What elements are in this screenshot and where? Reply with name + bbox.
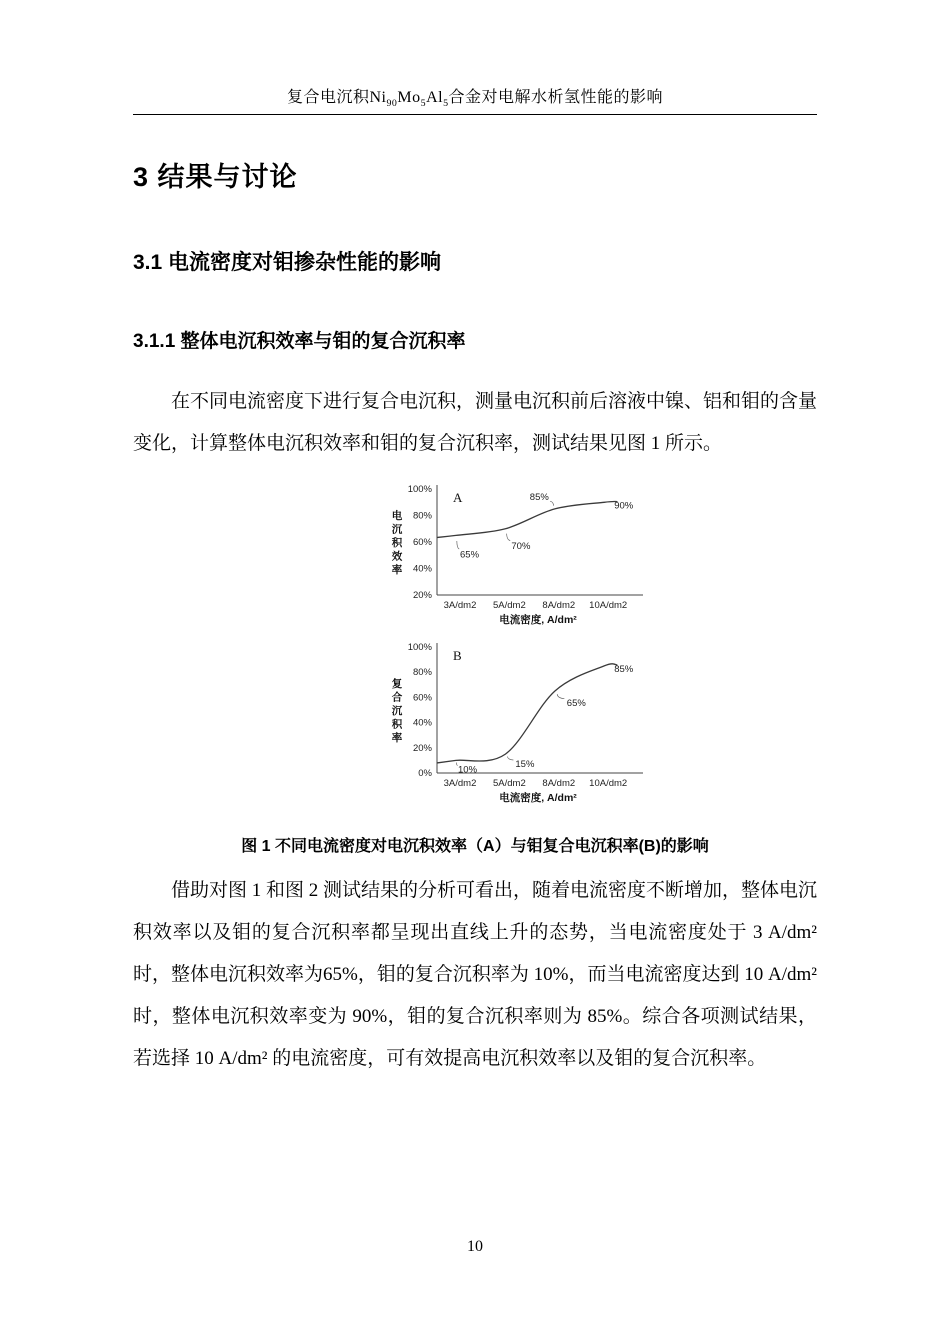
figure-charts xyxy=(375,479,675,809)
svg-text:沉: 沉 xyxy=(391,705,403,718)
svg-text:率: 率 xyxy=(391,732,403,745)
svg-text:100%: 100% xyxy=(407,642,432,654)
subsection-heading: 3.1 电流密度对钼掺杂性能的影响 xyxy=(133,251,442,275)
svg-text:70%: 70% xyxy=(511,540,531,552)
svg-text:3A/dm2: 3A/dm2 xyxy=(443,778,477,790)
running-header-title: 复合电沉积$Ni_{90}Mo_5Al_5$合金对电解水析氢性能的影响 xyxy=(286,89,664,110)
svg-text:积: 积 xyxy=(391,537,403,550)
page-content xyxy=(0,155,950,1080)
svg-text:80%: 80% xyxy=(412,510,432,522)
svg-text:8A/dm2: 8A/dm2 xyxy=(542,600,576,612)
svg-text:60%: 60% xyxy=(412,692,432,704)
figure-chart-B xyxy=(375,637,675,809)
svg-text:率: 率 xyxy=(391,564,403,577)
figure-caption: 图 1 不同电流密度对电沉积效率（A）与钼复合电沉积率(B)的影响 xyxy=(241,838,709,856)
svg-text:10A/dm2: 10A/dm2 xyxy=(589,600,628,612)
page-number: 10 xyxy=(467,1238,483,1255)
svg-text:20%: 20% xyxy=(412,590,432,602)
svg-text:85%: 85% xyxy=(614,664,634,676)
svg-text:8A/dm2: 8A/dm2 xyxy=(542,778,576,790)
svg-text:3A/dm2: 3A/dm2 xyxy=(443,600,477,612)
svg-text:15%: 15% xyxy=(515,759,535,771)
subsubsection-heading: 3.1.1 整体电沉积效率与钼的复合沉积率 xyxy=(133,331,466,353)
section-heading: 3 结果与讨论 xyxy=(133,162,298,193)
svg-text:10%: 10% xyxy=(458,764,478,776)
svg-text:40%: 40% xyxy=(412,717,432,729)
svg-text:65%: 65% xyxy=(566,698,586,710)
svg-text:100%: 100% xyxy=(407,484,432,496)
svg-text:5A/dm2: 5A/dm2 xyxy=(493,600,526,612)
svg-text:B: B xyxy=(453,648,462,664)
paragraph-discussion: 借助对图 1 和图 2 测试结果的分析可看出，随着电流密度不断增加，整体电沉积效率以及钼的复合沉积率都呈现出直线上升的态势，当电流密度处于 3 A/dm² 时，整体电沉积效率为65%，钼的复合沉积率为 10%，而当电流密度达到 10 A/dm² 时，整体电沉积效率变为 90%，钼的复合沉积率则为 85%。综合各项测试结果，若选择 10 A/dm² 的电流密度，可有效提高电沉积效率以及钼的复合沉积率。 xyxy=(133,880,818,1070)
svg-text:65%: 65% xyxy=(460,549,480,561)
svg-text:A: A xyxy=(453,490,463,506)
svg-text:电流密度, A/dm²: 电流密度, A/dm² xyxy=(499,614,577,627)
svg-text:电: 电 xyxy=(391,510,403,523)
svg-text:85%: 85% xyxy=(529,492,549,504)
svg-text:60%: 60% xyxy=(412,537,432,549)
svg-text:合: 合 xyxy=(391,691,403,704)
paragraph-intro: 在不同电流密度下进行复合电沉积，测量电沉积前后溶液中镍、铝和钼的含量变化，计算整体电沉积效率和钼的复合沉积率，测试结果见图 1 所示。 xyxy=(133,391,818,455)
svg-text:5A/dm2: 5A/dm2 xyxy=(493,778,526,790)
svg-text:复: 复 xyxy=(391,678,403,691)
svg-text:80%: 80% xyxy=(412,667,432,679)
svg-text:电流密度, A/dm²: 电流密度, A/dm² xyxy=(499,792,577,805)
figure-1 xyxy=(133,479,817,856)
page-header xyxy=(133,0,817,109)
figure-chart-A xyxy=(375,479,675,631)
svg-text:90%: 90% xyxy=(614,500,634,512)
svg-text:效: 效 xyxy=(391,550,403,563)
svg-text:20%: 20% xyxy=(412,742,432,754)
svg-text:10A/dm2: 10A/dm2 xyxy=(589,778,628,790)
header-rule xyxy=(133,114,817,115)
page-footer xyxy=(0,1238,950,1256)
svg-text:40%: 40% xyxy=(412,563,432,575)
svg-text:沉: 沉 xyxy=(391,523,403,536)
svg-text:积: 积 xyxy=(391,718,403,731)
svg-text:0%: 0% xyxy=(418,768,432,780)
